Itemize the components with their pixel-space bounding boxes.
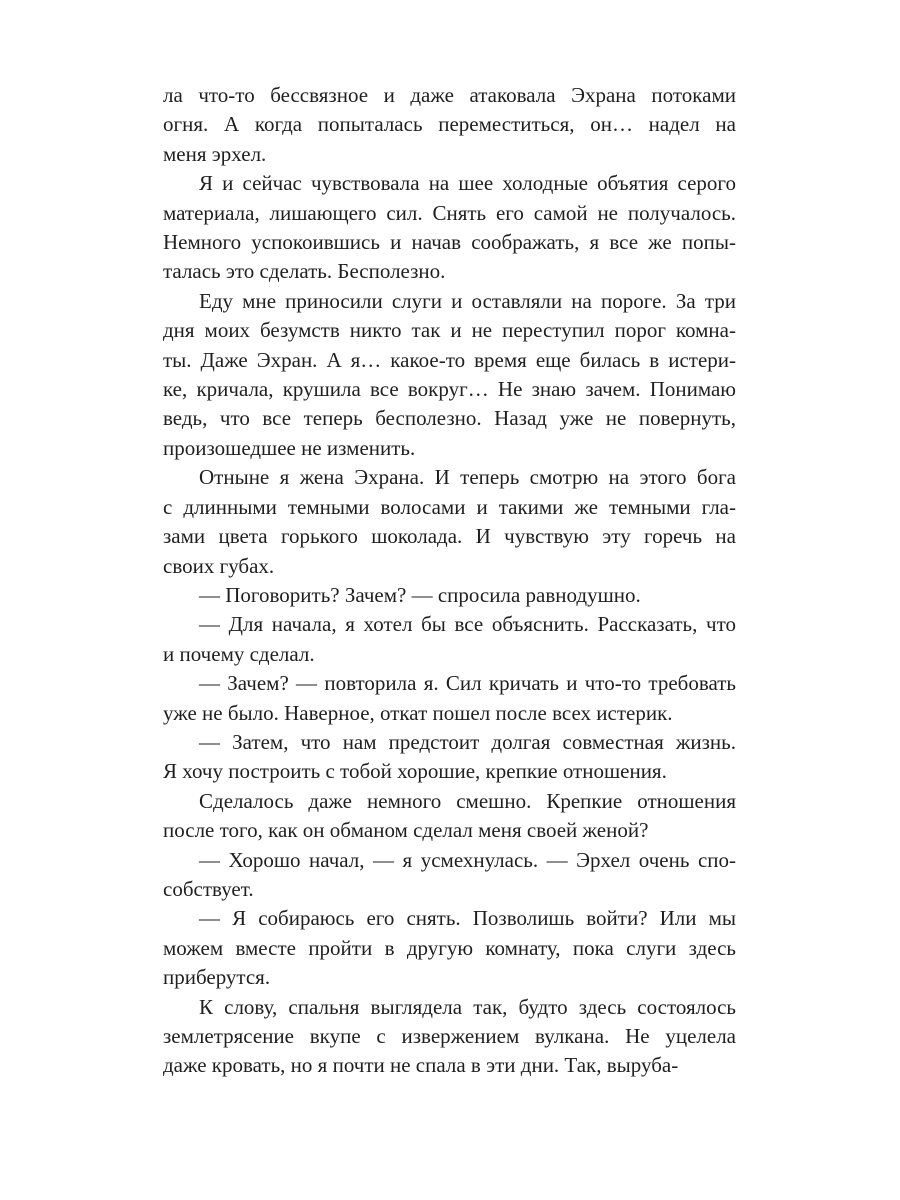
text-line: Сделалось даже немного смешно. Крепкие отношения bbox=[199, 788, 736, 813]
paragraph bbox=[163, 846, 736, 905]
text-line: — Для начала, я хотел бы все объяснить. Рассказать, что bbox=[199, 612, 736, 637]
text-line: ты. Даже Эхран. А я… какое-то время еще билась в истери- bbox=[163, 347, 736, 372]
paragraph bbox=[163, 287, 736, 463]
paragraph bbox=[163, 993, 736, 1081]
text-line: произошедшее не изменить. bbox=[163, 435, 416, 460]
page-text bbox=[163, 81, 736, 1081]
paragraph bbox=[163, 169, 736, 287]
text-line: своих губах. bbox=[163, 553, 275, 578]
paragraph bbox=[163, 904, 736, 992]
text-line: Немного успокоившись и начав соображать, я все же попы- bbox=[163, 230, 736, 255]
text-line: даже кровать, но я почти не спала в эти дни. Так, выруба- bbox=[163, 1053, 679, 1078]
text-line: приберутся. bbox=[163, 965, 271, 990]
text-line: меня эрхел. bbox=[163, 141, 267, 166]
paragraph bbox=[163, 610, 736, 669]
text-line: ке, кричала, крушила все вокруг… Не знаю зачем. Понимаю bbox=[163, 377, 736, 402]
text-line: и почему сделал. bbox=[163, 641, 315, 666]
text-line: К слову, спальня выглядела так, будто здесь состоялось bbox=[199, 994, 736, 1019]
text-line: ла что-то бессвязное и даже атаковала Эхрана потоками bbox=[163, 83, 736, 107]
text-line: Я и сейчас чувствовала на шее холодные объятия серого bbox=[199, 171, 736, 196]
text-line: — Хорошо начал, — я усмехнулась. — Эрхел очень спо- bbox=[199, 847, 736, 872]
text-line: собствует. bbox=[163, 876, 254, 901]
text-line: — Поговорить? Зачем? — спросила равнодушно. bbox=[199, 582, 641, 607]
text-line: талась это сделать. Бесполезно. bbox=[163, 259, 446, 284]
text-line: с длинными темными волосами и такими же темными гла- bbox=[163, 494, 736, 519]
text-line: уже не было. Наверное, откат пошел после всех истерик. bbox=[163, 700, 673, 725]
text-line: Еду мне приносили слуги и оставляли на пороге. За три bbox=[199, 288, 736, 313]
text-line: ведь, что все теперь бесполезно. Назад уже не повернуть, bbox=[163, 406, 736, 431]
text-line: материала, лишающего сил. Снять его самой не получалось. bbox=[163, 200, 736, 225]
text-line: огня. А когда попыталась переместиться, он… надел на bbox=[163, 112, 736, 137]
text-line: землетрясение вкупе с извержением вулкана. Не уцелела bbox=[163, 1024, 736, 1048]
text-line: дня моих безумств никто так и не переступил порог комна- bbox=[163, 318, 736, 343]
paragraph bbox=[163, 581, 736, 610]
text-line: можем вместе пройти в другую комнату, пока слуги здесь bbox=[163, 935, 736, 960]
paragraph bbox=[163, 787, 736, 846]
text-line: — Зачем? — повторила я. Сил кричать и что-то требовать bbox=[199, 671, 736, 696]
text-line: Я хочу построить с тобой хорошие, крепкие отношения. bbox=[163, 759, 667, 784]
paragraph bbox=[163, 669, 736, 728]
text-line: зами цвета горького шоколада. И чувствую эту горечь на bbox=[163, 524, 736, 549]
paragraph bbox=[163, 81, 736, 169]
text-line: Отныне я жена Эхрана. И теперь смотрю на этого бога bbox=[199, 465, 736, 490]
text-line: после того, как он обманом сделал меня своей женой? bbox=[163, 818, 649, 843]
text-line: — Затем, что нам предстоит долгая совместная жизнь. bbox=[199, 729, 736, 754]
text-line: — Я собираюсь его снять. Позволишь войти? Или мы bbox=[199, 906, 736, 931]
paragraph bbox=[163, 463, 736, 581]
paragraph bbox=[163, 728, 736, 787]
